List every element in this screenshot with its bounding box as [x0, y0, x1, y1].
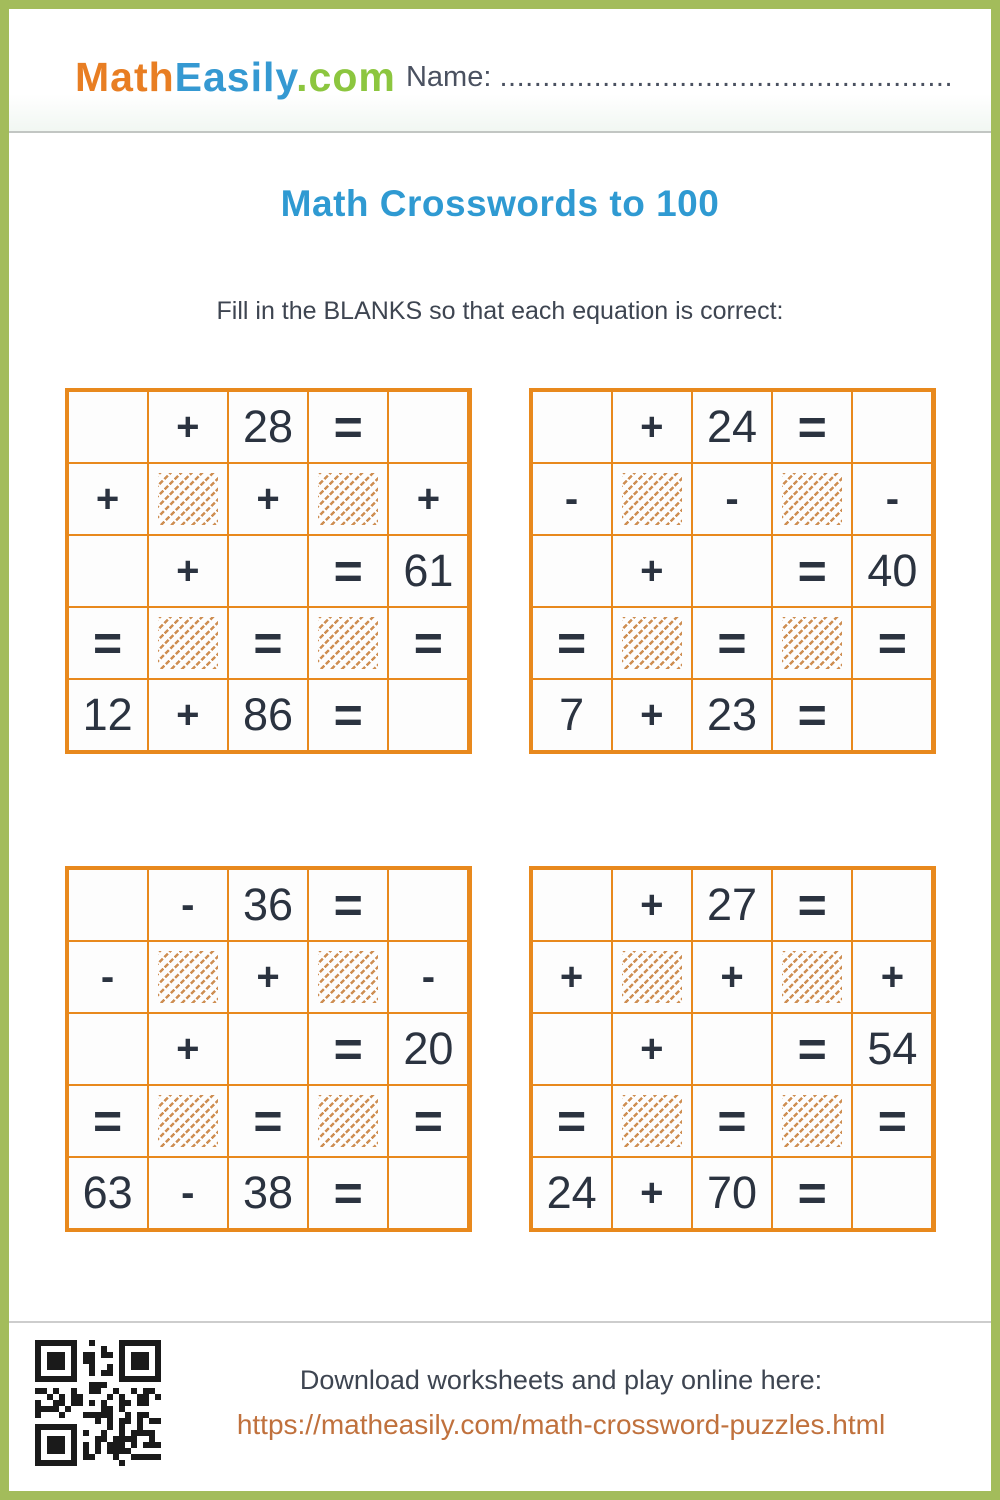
- blocked-cell: [773, 608, 851, 678]
- operator-cell: +: [613, 1014, 691, 1084]
- hatch-pattern: [782, 473, 842, 525]
- number-cell: 40: [853, 536, 931, 606]
- blocked-cell: [773, 1086, 851, 1156]
- hatch-pattern: [622, 1095, 682, 1147]
- operator-cell: +: [149, 392, 227, 462]
- blocked-cell: [613, 1086, 691, 1156]
- equals-cell: =: [773, 536, 851, 606]
- blocked-cell: [773, 942, 851, 1012]
- equals-cell: =: [389, 1086, 467, 1156]
- operator-cell: -: [69, 942, 147, 1012]
- name-label: Name:: [405, 60, 492, 93]
- equals-cell: =: [773, 1158, 851, 1228]
- equals-cell: =: [773, 870, 851, 940]
- equals-cell: =: [773, 1014, 851, 1084]
- puzzle-grid-3: [65, 866, 472, 1232]
- page-header: [9, 9, 991, 133]
- operator-cell: +: [613, 1158, 691, 1228]
- operator-cell: -: [149, 1158, 227, 1228]
- operator-cell: +: [693, 942, 771, 1012]
- equals-cell: =: [229, 1086, 307, 1156]
- equals-cell: =: [309, 1014, 387, 1084]
- hatch-pattern: [622, 617, 682, 669]
- equals-cell: =: [693, 1086, 771, 1156]
- number-cell: 7: [533, 680, 611, 750]
- answer-cell[interactable]: [69, 870, 147, 940]
- operator-cell: +: [613, 680, 691, 750]
- answer-cell[interactable]: [853, 870, 931, 940]
- equals-cell: =: [309, 392, 387, 462]
- blocked-cell: [613, 942, 691, 1012]
- equals-cell: =: [309, 870, 387, 940]
- number-cell: 36: [229, 870, 307, 940]
- answer-cell[interactable]: [693, 1014, 771, 1084]
- number-cell: 27: [693, 870, 771, 940]
- number-cell: 23: [693, 680, 771, 750]
- hatch-pattern: [318, 617, 378, 669]
- answer-cell[interactable]: [533, 536, 611, 606]
- equals-cell: =: [853, 1086, 931, 1156]
- site-logo[interactable]: [75, 54, 396, 101]
- blocked-cell: [149, 1086, 227, 1156]
- puzzle-grid-2: [529, 388, 936, 754]
- answer-cell[interactable]: [229, 1014, 307, 1084]
- qr-code: [35, 1340, 161, 1466]
- blocked-cell: [309, 942, 387, 1012]
- operator-cell: -: [853, 464, 931, 534]
- operator-cell: +: [229, 464, 307, 534]
- operator-cell: -: [533, 464, 611, 534]
- answer-cell[interactable]: [229, 536, 307, 606]
- equals-cell: =: [773, 680, 851, 750]
- equals-cell: =: [69, 608, 147, 678]
- equals-cell: =: [309, 1158, 387, 1228]
- operator-cell: -: [389, 942, 467, 1012]
- hatch-pattern: [782, 951, 842, 1003]
- hatch-pattern: [158, 1095, 218, 1147]
- hatch-pattern: [318, 951, 378, 1003]
- answer-cell[interactable]: [853, 680, 931, 750]
- hatch-pattern: [782, 1095, 842, 1147]
- name-blank-line[interactable]: .....................................................: [499, 60, 953, 93]
- footer-text-block: [161, 1365, 961, 1441]
- answer-cell[interactable]: [533, 1014, 611, 1084]
- number-cell: 86: [229, 680, 307, 750]
- page-title: Math Crosswords to 100: [280, 183, 720, 224]
- answer-cell[interactable]: [389, 1158, 467, 1228]
- blocked-cell: [773, 464, 851, 534]
- answer-cell[interactable]: [853, 1158, 931, 1228]
- instruction-text: Fill in the BLANKS so that each equation is correct:: [216, 297, 784, 325]
- answer-cell[interactable]: [69, 1014, 147, 1084]
- answer-cell[interactable]: [389, 680, 467, 750]
- blocked-cell: [309, 608, 387, 678]
- operator-cell: +: [533, 942, 611, 1012]
- blocked-cell: [149, 464, 227, 534]
- hatch-pattern: [318, 473, 378, 525]
- number-cell: 24: [533, 1158, 611, 1228]
- number-cell: 38: [229, 1158, 307, 1228]
- answer-cell[interactable]: [533, 870, 611, 940]
- blocked-cell: [149, 942, 227, 1012]
- operator-cell: +: [613, 536, 691, 606]
- logo-math: Math: [75, 53, 175, 100]
- blocked-cell: [309, 1086, 387, 1156]
- operator-cell: -: [693, 464, 771, 534]
- answer-cell[interactable]: [533, 392, 611, 462]
- puzzle-grids: [9, 388, 991, 1232]
- footer-link[interactable]: https://matheasily.com/math-crossword-puzzles.html: [236, 1409, 886, 1440]
- hatch-pattern: [158, 473, 218, 525]
- equals-cell: =: [309, 680, 387, 750]
- number-cell: 12: [69, 680, 147, 750]
- answer-cell[interactable]: [853, 392, 931, 462]
- operator-cell: +: [149, 1014, 227, 1084]
- operator-cell: +: [149, 680, 227, 750]
- blocked-cell: [309, 464, 387, 534]
- hatch-pattern: [782, 617, 842, 669]
- operator-cell: +: [613, 392, 691, 462]
- answer-cell[interactable]: [693, 536, 771, 606]
- equals-cell: =: [389, 608, 467, 678]
- number-cell: 28: [229, 392, 307, 462]
- operator-cell: +: [229, 942, 307, 1012]
- name-field: [406, 61, 953, 94]
- operator-cell: +: [69, 464, 147, 534]
- operator-cell: +: [389, 464, 467, 534]
- equals-cell: =: [693, 608, 771, 678]
- puzzle-grid-1: [65, 388, 472, 754]
- blocked-cell: [613, 608, 691, 678]
- number-cell: 61: [389, 536, 467, 606]
- answer-cell[interactable]: [389, 392, 467, 462]
- hatch-pattern: [622, 473, 682, 525]
- number-cell: 70: [693, 1158, 771, 1228]
- equals-cell: =: [309, 536, 387, 606]
- operator-cell: +: [613, 870, 691, 940]
- equals-cell: =: [229, 608, 307, 678]
- hatch-pattern: [318, 1095, 378, 1147]
- footer-caption: Download worksheets and play online here:: [299, 1365, 823, 1395]
- logo-com: .com: [296, 53, 396, 100]
- number-cell: 54: [853, 1014, 931, 1084]
- blocked-cell: [613, 464, 691, 534]
- equals-cell: =: [853, 608, 931, 678]
- answer-cell[interactable]: [69, 392, 147, 462]
- blocked-cell: [149, 608, 227, 678]
- equals-cell: =: [69, 1086, 147, 1156]
- equals-cell: =: [533, 608, 611, 678]
- hatch-pattern: [622, 951, 682, 1003]
- hatch-pattern: [158, 617, 218, 669]
- operator-cell: +: [853, 942, 931, 1012]
- puzzle-grid-4: [529, 866, 936, 1232]
- logo-easily: Easily: [174, 53, 297, 100]
- number-cell: 63: [69, 1158, 147, 1228]
- number-cell: 24: [693, 392, 771, 462]
- answer-cell[interactable]: [69, 536, 147, 606]
- equals-cell: =: [773, 392, 851, 462]
- hatch-pattern: [158, 951, 218, 1003]
- number-cell: 20: [389, 1014, 467, 1084]
- page-footer: [9, 1321, 991, 1491]
- answer-cell[interactable]: [389, 870, 467, 940]
- operator-cell: -: [149, 870, 227, 940]
- operator-cell: +: [149, 536, 227, 606]
- equals-cell: =: [533, 1086, 611, 1156]
